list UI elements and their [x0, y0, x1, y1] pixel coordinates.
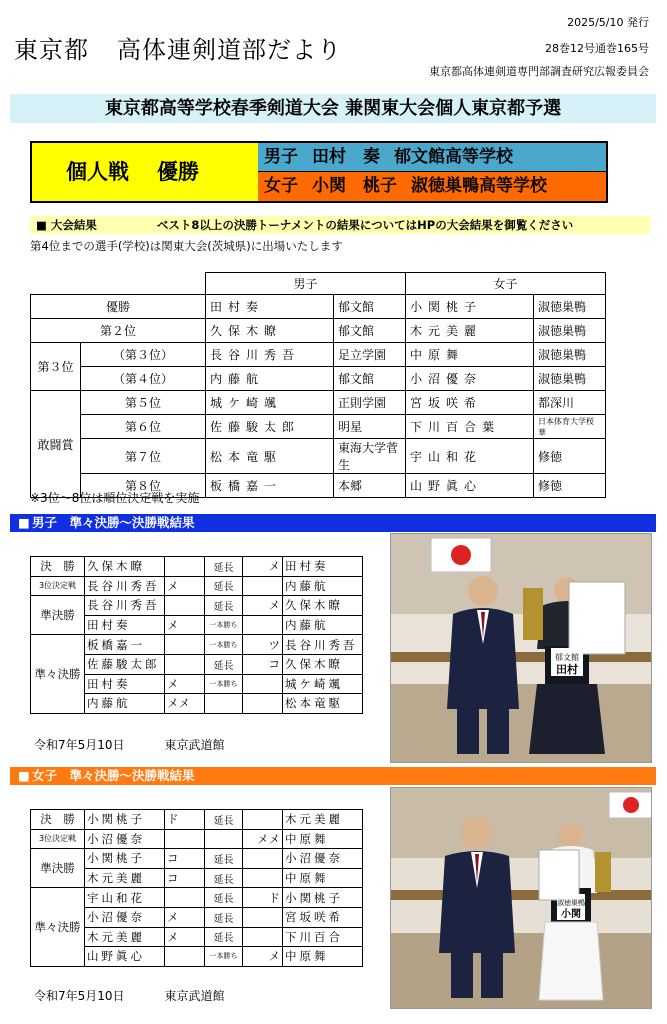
girls-label: 女子: [264, 176, 298, 196]
rank-cell: 優勝: [31, 295, 206, 319]
right-marks: ツ: [243, 635, 283, 655]
girls-champion-school: 淑徳巣鴨高等学校: [411, 176, 547, 196]
boys-name-cell: 長谷川秀吾: [206, 343, 334, 367]
round-label: 3位決定戦: [31, 829, 85, 849]
results-row: [31, 295, 606, 319]
left-player: 宇山和花: [85, 888, 165, 908]
right-marks: メ: [243, 596, 283, 616]
boys-school-cell: 明星: [334, 415, 406, 439]
right-player: 中原舞: [283, 829, 363, 849]
boys-name-cell: 田村奏: [206, 295, 334, 319]
extension-cell: 延長: [205, 888, 243, 908]
results-row: [31, 415, 606, 439]
boys-name-cell: 佐藤駿太郎: [206, 415, 334, 439]
girls-name-cell: 下川百合葉: [406, 415, 534, 439]
boys-date: 令和7年5月10日: [34, 738, 125, 752]
right-player: 中原舞: [283, 868, 363, 888]
match-row: [31, 576, 363, 596]
right-marks: [243, 674, 283, 694]
girls-school-cell: 都深川: [534, 391, 606, 415]
boys-champion-photo: [390, 533, 652, 763]
girls-bracket: [30, 809, 363, 967]
left-player: 佐藤駿太郎: [85, 654, 165, 674]
rank-cell: 第５位: [81, 391, 206, 415]
boys-name-cell: 板橋嘉一: [206, 474, 334, 498]
right-marks: [243, 907, 283, 927]
left-marks: コ: [165, 868, 205, 888]
girls-name-cell: 宮坂咲希: [406, 391, 534, 415]
right-player: 内藤航: [283, 576, 363, 596]
match-row: [31, 557, 363, 577]
match-row: [31, 849, 363, 869]
right-marks: [243, 615, 283, 635]
left-player: 長谷川秀吾: [85, 596, 165, 616]
extension-cell: 延長: [205, 810, 243, 830]
extension-cell: 一本勝ち: [205, 615, 243, 635]
right-player: 松本竜駆: [283, 694, 363, 714]
boys-school-cell: 郁文館: [334, 319, 406, 343]
boys-school-cell: 東海大学菅生: [334, 439, 406, 474]
girls-school-cell: 修徳: [534, 474, 606, 498]
left-marks: [165, 654, 205, 674]
boys-champion-school: 郁文館高等学校: [394, 147, 513, 167]
tournament-banner: 東京都高等学校春季剣道大会 兼関東大会個人東京都予選: [10, 94, 656, 123]
girls-school-cell: 日本体育大学桜華: [534, 415, 606, 439]
extension-cell: 延長: [205, 576, 243, 596]
girls-name-cell: 小関桃子: [406, 295, 534, 319]
left-marks: [165, 888, 205, 908]
left-marks: [165, 557, 205, 577]
fighting-spirit-group: 敢闘賞: [31, 391, 81, 498]
extension-cell: 延長: [205, 596, 243, 616]
third-place-group: 第３位: [31, 343, 81, 391]
left-player: 田村奏: [85, 615, 165, 635]
right-player: 小沼優奈: [283, 849, 363, 869]
extension-cell: [205, 829, 243, 849]
round-label: 決 勝: [31, 810, 85, 830]
boys-name-cell: 城ケ崎颯: [206, 391, 334, 415]
right-player: 中原舞: [283, 947, 363, 967]
boys-champion-name: 田村 奏: [312, 147, 380, 167]
extension-cell: 一本勝ち: [205, 674, 243, 694]
results-row: [31, 319, 606, 343]
left-player: 小関桃子: [85, 810, 165, 830]
boys-school-cell: 本郷: [334, 474, 406, 498]
girls-bib-name: 小関: [561, 909, 581, 920]
round-label: 3位決定戦: [31, 576, 85, 596]
girls-name-cell: 小沼優奈: [406, 367, 534, 391]
boys-label: 男子: [264, 147, 298, 167]
results-row: [31, 343, 606, 367]
notice-text: ベスト8以上の決勝トーナメントの結果についてはHPの大会結果を御覧ください: [156, 218, 574, 232]
left-player: 久保木瞭: [85, 557, 165, 577]
left-marks: メ: [165, 674, 205, 694]
right-marks: [243, 810, 283, 830]
match-row: [31, 635, 363, 655]
right-marks: [243, 927, 283, 947]
left-player: 小沼優奈: [85, 907, 165, 927]
title-main: 高体連剣道部だより: [117, 36, 342, 64]
right-marks: [243, 576, 283, 596]
right-player: 長谷川秀吾: [283, 635, 363, 655]
boys-name-cell: 内藤航: [206, 367, 334, 391]
issue-date: 2025/5/10 発行: [567, 16, 649, 29]
champion-label: [32, 143, 258, 201]
right-player: 小関桃子: [283, 888, 363, 908]
left-marks: [165, 596, 205, 616]
left-marks: [165, 947, 205, 967]
rank-cell: 第２位: [31, 319, 206, 343]
extension-cell: 一本勝ち: [205, 947, 243, 967]
results-row: [31, 439, 606, 474]
right-player: 久保木瞭: [283, 654, 363, 674]
boys-school-cell: 郁文館: [334, 367, 406, 391]
girls-school-cell: 修徳: [534, 439, 606, 474]
girls-bib-school: 淑徳巣鴨: [557, 899, 585, 907]
boys-school-cell: 郁文館: [334, 295, 406, 319]
right-marks: [243, 868, 283, 888]
round-label: 準々決勝: [31, 888, 85, 966]
right-marks: メメ: [243, 829, 283, 849]
boys-school-cell: 正則学園: [334, 391, 406, 415]
page-title: [14, 30, 342, 65]
left-marks: メ: [165, 576, 205, 596]
girls-photo-image: [391, 788, 652, 1009]
right-player: 田村奏: [283, 557, 363, 577]
round-label: 準決勝: [31, 849, 85, 888]
right-marks: メ: [243, 947, 283, 967]
round-label: 準々決勝: [31, 635, 85, 713]
results-row: [31, 367, 606, 391]
round-label: 決 勝: [31, 557, 85, 577]
left-player: 木元美麗: [85, 868, 165, 888]
left-player: 小沼優奈: [85, 829, 165, 849]
left-marks: [165, 829, 205, 849]
right-player: 久保木瞭: [283, 596, 363, 616]
rank-cell: （第３位）: [81, 343, 206, 367]
girls-school-cell: 淑徳巣鴨: [534, 295, 606, 319]
results-table: [30, 272, 606, 498]
girls-champion: [258, 172, 606, 201]
boys-bracket: [30, 556, 363, 714]
right-marks: [243, 694, 283, 714]
rank-cell: 第８位: [81, 474, 206, 498]
girls-school-cell: 淑徳巣鴨: [534, 319, 606, 343]
right-marks: コ: [243, 654, 283, 674]
results-notice: [30, 216, 650, 234]
col-boys: 男子: [206, 273, 406, 295]
left-marks: [165, 635, 205, 655]
right-marks: メ: [243, 557, 283, 577]
boys-champion: [258, 143, 606, 172]
results-row: [31, 391, 606, 415]
right-player: 内藤航: [283, 615, 363, 635]
title-prefecture: 東京都: [14, 36, 89, 64]
right-player: 宮坂咲希: [283, 907, 363, 927]
right-marks: ド: [243, 888, 283, 908]
right-player: 城ケ崎颯: [283, 674, 363, 694]
left-player: 田村奏: [85, 674, 165, 694]
left-marks: ド: [165, 810, 205, 830]
extension-cell: 延長: [205, 927, 243, 947]
girls-champion-photo: [390, 787, 652, 1009]
girls-name-cell: 中原舞: [406, 343, 534, 367]
right-marks: [243, 849, 283, 869]
left-marks: メ: [165, 615, 205, 635]
left-player: 板橋嘉一: [85, 635, 165, 655]
notice-head: ■ 大会結果: [36, 218, 97, 232]
champion-box: [30, 141, 608, 203]
match-row: [31, 596, 363, 616]
round-label: 準決勝: [31, 596, 85, 635]
boys-section-bar: ■ 男子 準々決勝～決勝戦結果: [10, 514, 656, 532]
match-row: [31, 888, 363, 908]
girls-name-cell: 山野眞心: [406, 474, 534, 498]
boys-name-cell: 久保木瞭: [206, 319, 334, 343]
extension-cell: 延長: [205, 849, 243, 869]
rank-cell: （第４位）: [81, 367, 206, 391]
publisher: 東京都高体連剣道専門部調査研究広報委員会: [429, 65, 649, 78]
left-player: 山野眞心: [85, 947, 165, 967]
left-marks: メメ: [165, 694, 205, 714]
right-player: 木元美麗: [283, 810, 363, 830]
label-winner: 優勝: [157, 160, 199, 184]
left-player: 長谷川秀吾: [85, 576, 165, 596]
extension-cell: 延長: [205, 557, 243, 577]
boys-name-cell: 松本竜駆: [206, 439, 334, 474]
left-player: 小関桃子: [85, 849, 165, 869]
girls-school-cell: 淑徳巣鴨: [534, 367, 606, 391]
girls-date-venue: [34, 987, 225, 1004]
kanto-notice: 第4位までの選手(学校)は関東大会(茨城県)に出場いたします: [30, 239, 343, 253]
left-marks: メ: [165, 907, 205, 927]
extension-cell: 一本勝ち: [205, 635, 243, 655]
girls-name-cell: 木元美麗: [406, 319, 534, 343]
boys-school-cell: 足立学園: [334, 343, 406, 367]
boys-photo-image: [391, 534, 652, 763]
extension-cell: 延長: [205, 654, 243, 674]
left-marks: コ: [165, 849, 205, 869]
girls-venue: 東京武道館: [164, 989, 225, 1003]
girls-champion-name: 小関 桃子: [312, 176, 397, 196]
girls-section-bar: ■ 女子 準々決勝～決勝戦結果: [10, 767, 656, 785]
rank-cell: 第６位: [81, 415, 206, 439]
boys-venue: 東京武道館: [164, 738, 225, 752]
right-player: 下川百合: [283, 927, 363, 947]
label-individual: 個人戦: [66, 160, 129, 184]
rank-cell: 第７位: [81, 439, 206, 474]
col-girls: 女子: [406, 273, 606, 295]
extension-cell: [205, 694, 243, 714]
left-player: 内藤航: [85, 694, 165, 714]
left-marks: メ: [165, 927, 205, 947]
left-player: 木元美麗: [85, 927, 165, 947]
extension-cell: 延長: [205, 868, 243, 888]
results-footnote: ※3位～8位は順位決定戦を実施: [30, 491, 200, 505]
volume-number: 28巻12号通巻165号: [545, 42, 649, 55]
girls-school-cell: 淑徳巣鴨: [534, 343, 606, 367]
match-row: [31, 829, 363, 849]
boys-date-venue: [34, 736, 225, 753]
boys-bib-school: 郁文館: [555, 653, 579, 662]
match-row: [31, 810, 363, 830]
boys-bib-name: 田村: [556, 663, 578, 676]
girls-name-cell: 宇山和花: [406, 439, 534, 474]
girls-date: 令和7年5月10日: [34, 989, 125, 1003]
extension-cell: 延長: [205, 907, 243, 927]
